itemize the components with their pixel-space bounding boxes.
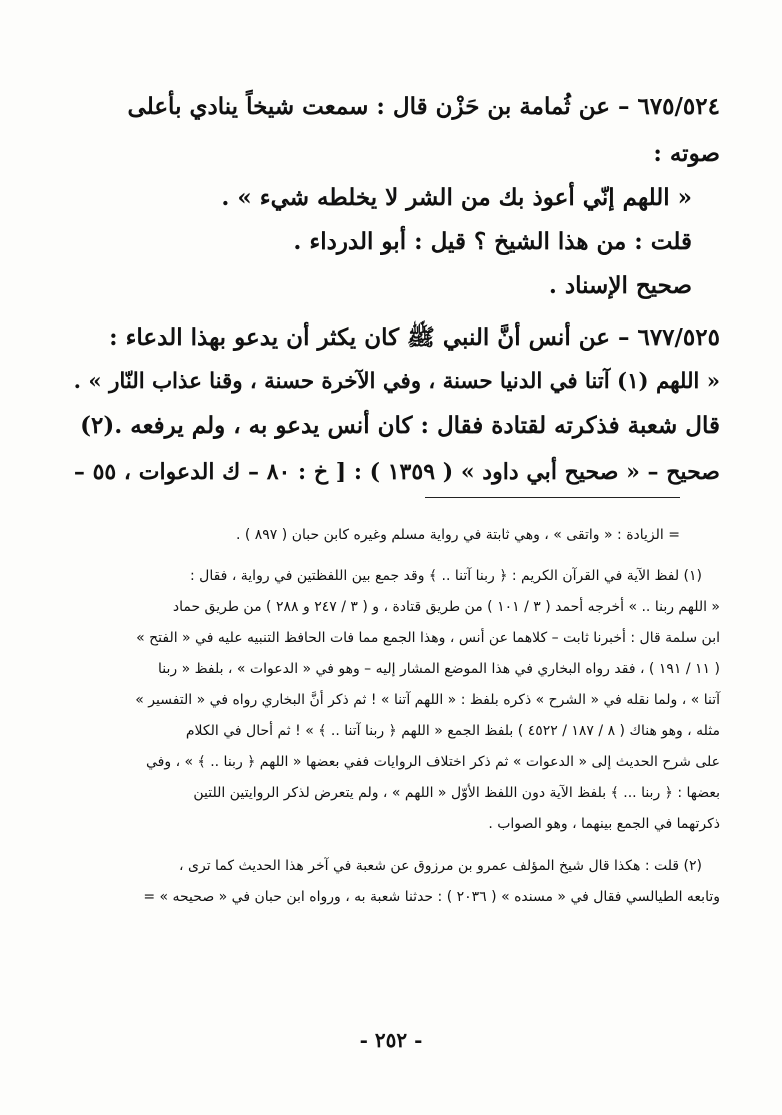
footnote-1-line-7: على شرح الحديث إلى « الدعوات » ثم ذكر اختلاف الروايات ففي بعضها « اللهم ﴿ ربنا .. ﴾ » ، وفي [146,754,720,770]
footnote-1-line-2: « اللهم ربنا .. » أخرجه أحمد ( ٣ / ١٠١ ) من طريق قتادة ، و ( ٣ / ٢٤٧ و ٢٨٨ ) من طريق حماد [172,599,720,615]
footnote-1-line-8: بعضها : ﴿ ربنا ... ﴾ بلفظ الآية دون اللفظ الأوّل « اللهم » ، ولم يتعرض لذكر الروايتين اللتين [193,785,720,801]
hadith-524-line-2: صوته : [653,140,720,167]
footnote-2-line-1: (٢) قلت : هكذا قال شيخ المؤلف عمرو بن مرزوق عن شعبة في آخر هذا الحديث كما ترى ، [179,858,702,874]
hadith-525-line-2: « اللهم (١) آتنا في الدنيا حسنة ، وفي الآخرة حسنة ، وقنا عذاب النّار » . [73,369,720,394]
footnote-1-line-3: ابن سلمة قال : أخبرنا ثابت – كلاهما عن أنس ، وهذا الجمع مما فات الحافظ التنبيه عليه في « الفتح » [136,630,720,646]
hadith-525-line-3: قال شعبة فذكرته لقتادة فقال : كان أنس يدعو به ، ولم يرفعه .(٢) [80,412,720,439]
hadith-524-line-4: قلت : من هذا الشيخ ؟ قيل : أبو الدرداء . [293,228,692,255]
footnote-1-line-1: (١) لفظ الآية في القرآن الكريم : ﴿ ربنا آتنا .. ﴾ وقد جمع بين اللفظتين في رواية ، فقال : [189,568,702,584]
footnote-1-line-4: ( ١١ / ١٩١ ) ، فقد رواه البخاري في هذا الموضع المشار إليه – وهو في « الدعوات » ، بلفظ « ربنا [157,661,720,677]
hadith-525-line-1: ٦٧٧/٥٢٥ – عن أنس أنَّ النبي ﷺ كان يكثر أن يدعو بهذا الدعاء : [109,324,720,351]
footnote-1-line-6: مثله ، وهو هناك ( ٨ / ١٨٧ / ٤٥٢٢ ) بلفظ الجمع « اللهم ﴿ ربنا آتنا .. ﴾ » ! ثم أحال في الكلام [185,723,720,739]
hadith-524-line-3: « اللهم إنّي أعوذ بك من الشر لا يخلطه شيء » . [221,184,692,211]
hadith-524-grade: صحيح الإسناد . [548,272,692,299]
footnote-divider [425,497,680,498]
footnote-continuation: = الزيادة : « واتقى » ، وهي ثابتة في رواية مسلم وغيره كابن حبان ( ٨٩٧ ) . [235,527,680,543]
footnote-1-line-5: آتنا » ، ولما نقله في « الشرح » ذكره بلفظ : « اللهم آتنا » ! ثم ذكر أنَّ البخاري رواه في « التفسير » [135,692,720,708]
hadith-525-line-4: صحيح – « صحيح أبي داود » ( ١٣٥٩ ) : [ خ : ٨٠ – ك الدعوات ، ٥٥ – [73,459,720,485]
hadith-524-line-1: ٦٧٥/٥٢٤ – عن ثُمامة بن حَزْن قال : سمعت شيخاً ينادي بأعلى [127,93,720,120]
footnote-1-line-9: ذكرتهما في الجمع بينهما ، وهو الصواب . [488,816,720,832]
footnote-2-line-2: وتابعه الطيالسي فقال في « مسنده » ( ٢٠٣٦ ) : حدثنا شعبة به ، ورواه ابن حبان في « صحيحه » = [143,889,720,905]
page-number: - ٢٥٢ - [359,1028,423,1052]
